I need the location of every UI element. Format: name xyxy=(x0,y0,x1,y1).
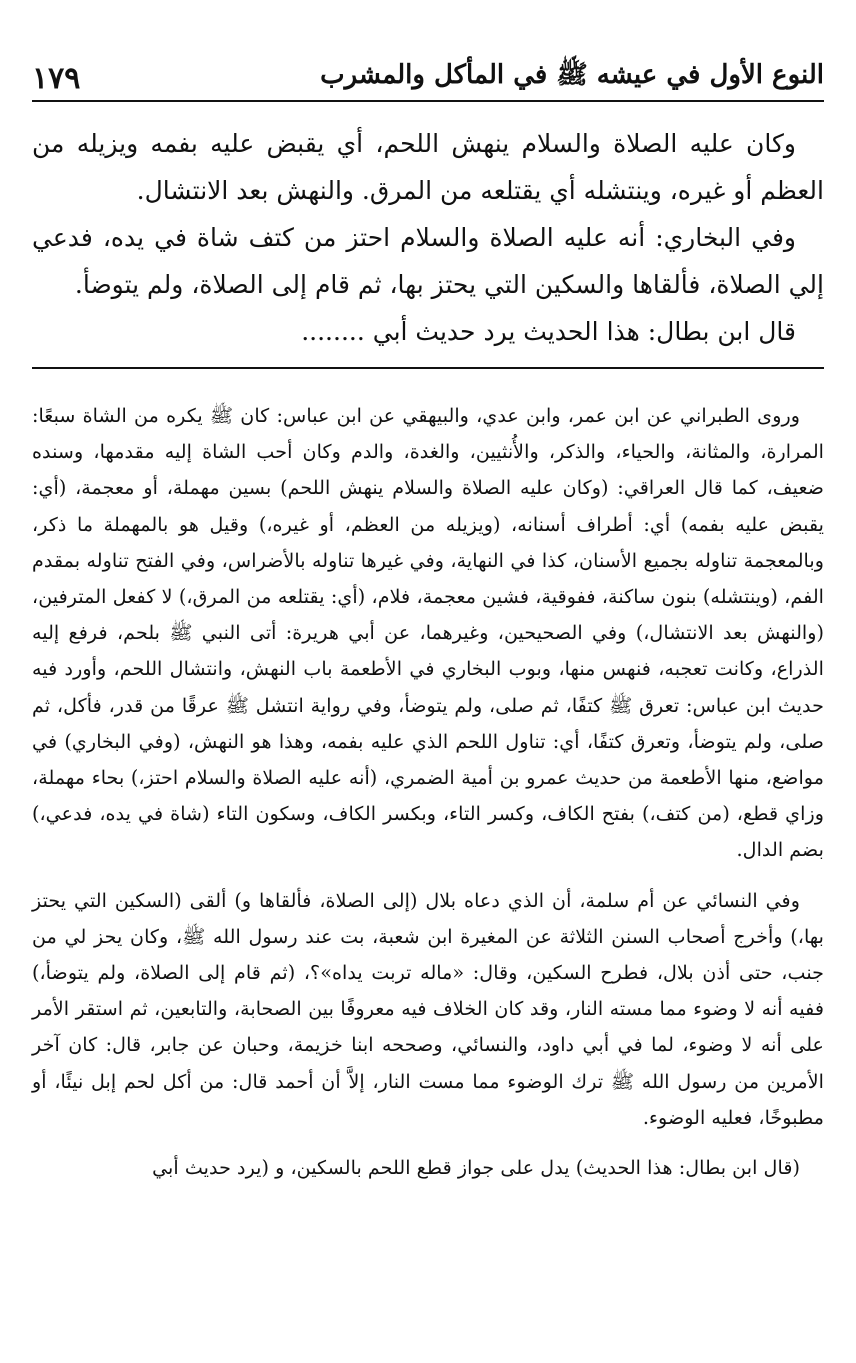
running-header xyxy=(32,48,824,102)
divider-line xyxy=(32,367,824,369)
commentary-text xyxy=(32,398,824,1200)
matn-paragraph: قال ابن بطال: هذا الحديث يرد حديث أبي ........ xyxy=(301,317,796,346)
commentary-paragraph: وفي النسائي عن أم سلمة، أن الذي دعاه بلال (إلى الصلاة، فألقاها و) ألقى (السكين التي يحتز بها،) وأخرج أصحاب السنن الثلاثة عن المغيرة ابن شعبة، بت عند رسول الله ﷺ، وكان يحز لي من جنب، حتى أذن بلال، فطرح السكين، وقال: «ماله تربت يداه»؟، (ثم قام إلى الصلاة، ولم يتوضأ،) ففيه أنه لا وضوء مما مسته النار، وقد كان الخلاف فيه معروفًا بين الصحابة، والتابعين، ثم استقر الأمر على أنه لا وضوء، لما في أبي داود، والنسائي، وصححه ابنا خزيمة، وحبان عن جابر، قال: كان آخر الأمرين من رسول الله ﷺ ترك الوضوء مما مست النار، إلاَّ أن أحمد قال: من أكل لحم إبل نيئًا، أو مطبوخًا، فعليه الوضوء. xyxy=(32,888,824,1129)
commentary-paragraph: (قال ابن بطال: هذا الحديث) يدل على جواز قطع اللحم بالسكين، و (يرد حديث أبي xyxy=(152,1156,800,1180)
header-title: النوع الأول في عيشه ﷺ في المأكل والمشرب xyxy=(320,60,824,90)
page-number: ١٧٩ xyxy=(32,61,81,96)
main-text xyxy=(32,120,824,355)
matn-paragraph: وفي البخاري: أنه عليه الصلاة والسلام احتز من كتف شاة في يده، فدعي إلي الصلاة، فألقاها والسكين التي يحتز بها، ثم قام إلى الصلاة، ولم يتوضأ. xyxy=(32,223,824,299)
commentary-paragraph: وروى الطبراني عن ابن عمر، وابن عدي، والبيهقي عن ابن عباس: كان ﷺ يكره من الشاة سبعًا: المرارة، والمثانة، والحياء، والذكر، والأُنثيين، والغدة، والدم وكان أحب الشاة إليه مقدمها، وسنده ضعيف، كما قال العراقي: (وكان عليه الصلاة والسلام ينهش اللحم) بسين مهملة، أو معجمة، (أي: يقبض عليه بفمه) أي: أطراف أسنانه، (ويزيله من العظم، أو غيره،) وقيل هو بالمهملة ما ذكر، وبالمعجمة تناوله بجميع الأسنان، كذا في النهاية، وفي غيرها تناوله بالأضراس، وفي الفتح تناوله بمقدم الفم، (وينتشله) بنون ساكنة، ففوقية، فشين معجمة، فلام، (أي: يقتلعه من المرق،) لا كفعل المترفين، (والنهش بعد الانتشال،) وفي الصحيحين، وغيرهما، عن أبي هريرة: أتى النبي ﷺ بلحم، فرفع إليه الذراع، وكانت تعجبه، فنهس منها، وبوب البخاري في الأطعمة باب النهش، وانتشال اللحم، وأورد فيه حديث ابن عباس: تعرق ﷺ كتفًا، ثم صلى، ولم يتوضأ، وفي رواية انتشل ﷺ عرقًا من قدر، فأكل، ثم صلى، ولم يتوضأ، وتعرق كتفًا، أي: تناول اللحم الذي عليه بفمه، وهذا هو النهش، (وفي البخاري) في مواضع، منها الأطعمة من حديث عمرو بن أمية الضمري، (أنه عليه الصلاة والسلام احتز،) بحاء مهملة، وزاي قطع، (من كتف،) بفتح الكاف، وكسر التاء، وبكسر الكاف، وسكون التاء (شاة في يده، فدعي،) بضم الدال. xyxy=(32,404,824,862)
matn-paragraph: وكان عليه الصلاة والسلام ينهش اللحم، أي يقبض عليه بفمه ويزيله من العظم أو غيره، وينتشله أي يقتلعه من المرق. والنهش بعد الانتشال. xyxy=(32,129,824,205)
